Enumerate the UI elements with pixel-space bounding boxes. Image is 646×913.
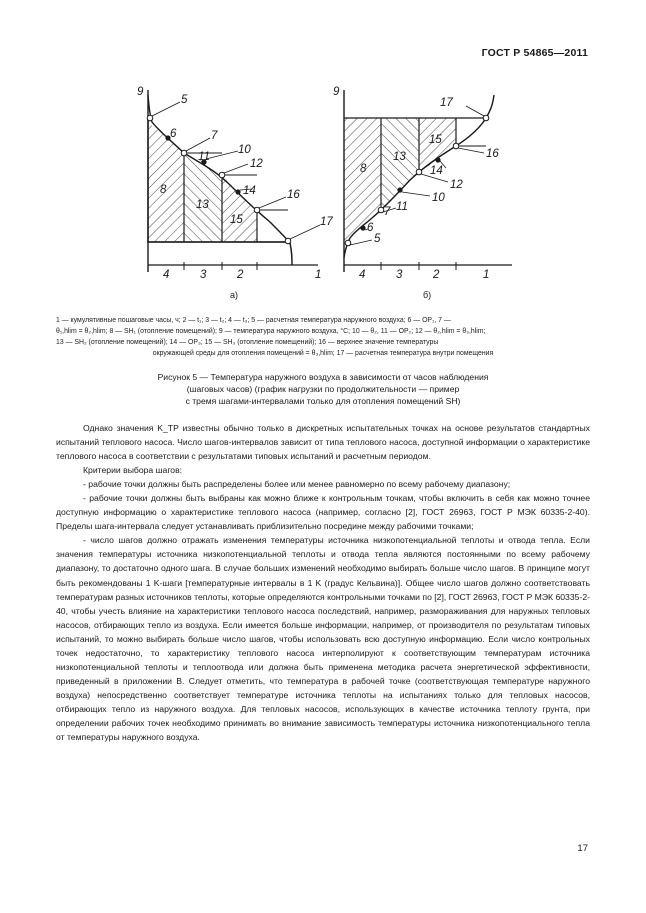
figure-5 bbox=[0, 0, 646, 310]
panel-b-label: 6 bbox=[367, 222, 374, 234]
panel-a-region-label: 8 bbox=[160, 184, 167, 196]
panel-a-label: 12 bbox=[250, 158, 263, 170]
figure-caption bbox=[56, 371, 590, 407]
panel-b-label: 12 bbox=[450, 179, 463, 191]
page-number: 17 bbox=[577, 843, 588, 854]
panel-a-x-number: 3 bbox=[200, 269, 207, 281]
legend-line: 1 — кумулятивные пошаговые часы, ч; 2 — t₁; 3 — t₂; 4 — t₃; 5 — расчетная температура наружного воздуха; 6 — OP₁, 7 — bbox=[56, 317, 451, 324]
legend-line: θ₁,hlim = θ₂,hlim; 8 — SH₁ (отопление помещений); 9 — температура наружного воздуха, °С; 10 — θ₂, 11 — OP₂; 12 — θ₂,hlim = θ₃,hlim; bbox=[56, 328, 486, 335]
caption-line: (шаговых часов) (график нагрузки по продолжительности — пример bbox=[186, 384, 460, 394]
panel-b-label: 16 bbox=[486, 148, 499, 160]
panel-b-region-13 bbox=[381, 118, 419, 210]
body-text bbox=[56, 421, 590, 744]
paragraph: - число шагов должно отражать изменения температуры источника низкопотенциальной теплоты и отвода тепла. Если значения температуры источника низкопотенциальной теплоты и отвода тепла являются постоянными по всему рабочему диапазону, то достаточно одного шага. В случае больших изменений необходимо выбирать больше число шагов. В принципе могут быть рекомендованы 1 K-шаги [температурные интервалы в 1 K (градус Кельвина)]. Общее число шагов должно соответствовать температурам разных источников теплоты, которые определяются контрольными точками по [2], ГОСТ 26963, ГОСТ Р МЭК 60335-2-40, чтобы учесть влияние на характеристики теплового насоса последствий, например, размораживания для наружных тепловых насосов, отбирающих тепло из воздуха. Если имеется больше информации, например, от производителя по результатам типовых испытаний, то можно выбирать больше число шагов, чтобы использовать всю доступную информацию. Если число контрольных точек недостаточно, то характеристику теплового насоса интерполируют к соответствующим температурам источника низкопотенциальной теплоты и теплоотвода или должна быть применена методика расчета энергетической эффективности, приведенный в приложении В. Следует отметить, что температура в рабочей точке (соответствующая температуре наружного воздуха) непосредственно соответствует температуре источника теплоты на испытаниях только для тепловых насосов, отбирающих тепло из наружного воздуха. Для тепловых насосов, использующих в качестве источника теплоту грунта, при определении рабочих точек необходимо принимать во внимание зависимость температуры источника низкопотенциального тепла от температуры наружного воздуха. bbox=[56, 535, 590, 743]
panel-a-label: 7 bbox=[211, 130, 218, 142]
panel-a-label: 10 bbox=[238, 144, 251, 156]
paragraph: Критерии выбора шагов: bbox=[83, 465, 183, 476]
standard-code: ГОСТ Р 54865—2011 bbox=[481, 47, 588, 59]
panel-b-x-number: 1 bbox=[483, 269, 490, 281]
panel-a-label: 6 bbox=[170, 128, 177, 140]
panel-b-x-number: 3 bbox=[396, 269, 403, 281]
figure-legend bbox=[56, 315, 590, 359]
panel-a-label: 16 bbox=[287, 189, 300, 201]
panel-a-x-number: 4 bbox=[163, 269, 170, 281]
paragraph: - рабочие точки должны быть выбраны как можно ближе к контрольным точкам, чтобы включить в себя как можно точнее доступную информацию о характеристике теплового насоса (например, согласно [2], ГОСТ 26963, ГОСТ Р МЭК 60335-2-40). Пределы шага-интервала следует устанавливать приблизительно посредине между рабочими точками; bbox=[56, 493, 590, 532]
panel-a-x-number: 2 bbox=[237, 269, 244, 281]
panel-b-label: 17 bbox=[440, 97, 453, 109]
panel-a-y-axis-number: 9 bbox=[137, 86, 144, 98]
panel-b-label: 5 bbox=[374, 233, 381, 245]
panel-a-region-label: 13 bbox=[196, 199, 209, 211]
panel-a-x-number: 1 bbox=[315, 269, 322, 281]
panel-b-caption: б) bbox=[423, 290, 432, 300]
panel-b-y-axis-number: 9 bbox=[333, 86, 340, 98]
panel-b-label: 10 bbox=[432, 192, 445, 204]
legend-line: окружающей среды для отопления помещений = θ₃,hlim; 17 — расчетная температура внутри помещения bbox=[152, 350, 494, 357]
panel-b-x-number: 2 bbox=[433, 269, 440, 281]
panel-b bbox=[333, 86, 512, 300]
panel-a-label: 5 bbox=[181, 94, 188, 106]
panel-a-label: 17 bbox=[320, 216, 333, 228]
panel-a-label: 11 bbox=[198, 151, 210, 163]
panel-a-label: 14 bbox=[243, 185, 256, 197]
panel-b-x-number: 4 bbox=[359, 269, 366, 281]
panel-a-region-13 bbox=[184, 153, 222, 242]
caption-line: с тремя шагами-интервалами только для отопления помещений SH) bbox=[185, 396, 461, 406]
panel-b-label: 13 bbox=[393, 151, 406, 163]
panel-a bbox=[137, 86, 333, 300]
panel-b-label: 7 bbox=[384, 206, 391, 218]
legend-line: 13 — SH₂ (отопление помещений); 14 — OP₃; 15 — SH₃ (отопление помещений); 16 — верхнее значение температуры bbox=[56, 339, 439, 346]
panel-b-label: 15 bbox=[429, 134, 442, 146]
panel-b-region-label: 8 bbox=[360, 163, 367, 175]
panel-a-caption: а) bbox=[230, 290, 239, 300]
paragraph: - рабочие точки должны быть распределены более или менее равномерно по всему рабочему диапазону; bbox=[83, 479, 511, 490]
caption-line: Рисунок 5 — Температура наружного воздуха в зависимости от часов наблюдения bbox=[157, 372, 489, 382]
figure-5-drawing bbox=[0, 0, 646, 310]
panel-a-region-label: 15 bbox=[230, 214, 243, 226]
panel-b-label: 11 bbox=[396, 201, 408, 213]
paragraph: Однако значения K_TP известны обычно только в дискретных испытательных точках на основе результатов стандартных испытаний теплового насоса. Число шагов-интервалов зависит от типа теплового насоса, доступной информации о характеристике теплового насоса в соответствии с результатами типовых испытаний и расчетным периодом. bbox=[56, 423, 590, 462]
panel-b-label: 14 bbox=[430, 165, 443, 177]
